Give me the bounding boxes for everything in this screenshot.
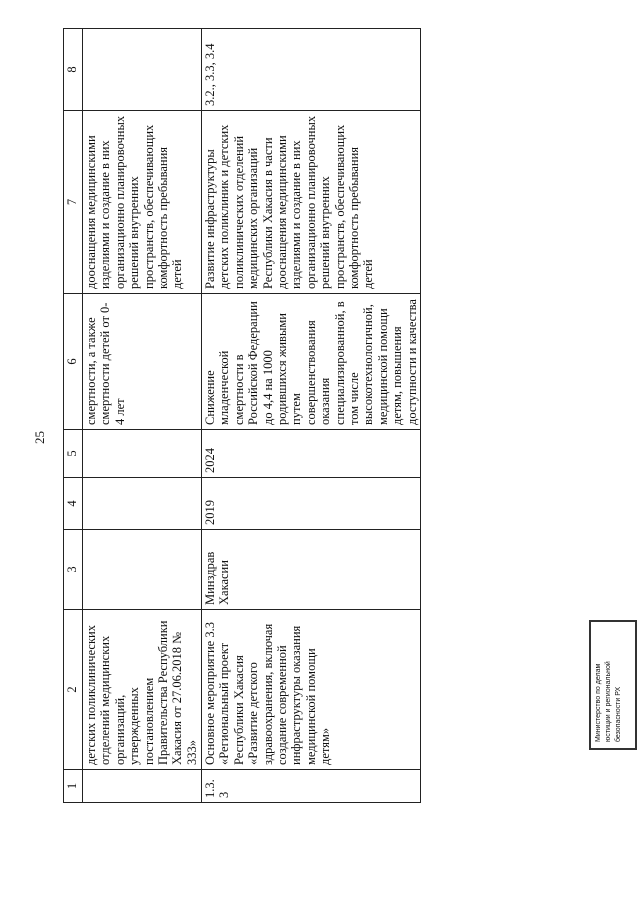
- cell-directions: Развитие инфраструктуры детских поликлиник и детских поликлинических отделений медицинских организаций Республики Хакасия в части дооснащения медицинскими изделиями и создание в них организационно планировочных решений внутренних пространств, обеспечивающих комфортность пребывания детей: [202, 111, 421, 294]
- col-header-6: 6: [64, 294, 83, 430]
- cell-number: 1.3.3: [202, 770, 421, 803]
- cell-directions: дооснащения медицинскими изделиями и создание в них организационно планировочных решений внутренних пространств, обеспечивающих комфортность пребывания детей: [83, 111, 202, 294]
- col-header-5: 5: [64, 430, 83, 478]
- measures-table: [63, 28, 421, 803]
- rotated-table-wrapper: [63, 29, 578, 803]
- header-row: [64, 29, 83, 803]
- table-row: [202, 29, 421, 803]
- table-row: [83, 29, 202, 803]
- cell-start-year: [83, 478, 202, 530]
- col-header-3: 3: [64, 530, 83, 610]
- stamp-line: юстиции и региональной: [605, 661, 612, 742]
- col-header-2: 2: [64, 610, 83, 770]
- cell-start-year: 2019: [202, 478, 421, 530]
- col-header-8: 8: [64, 29, 83, 111]
- stamp-line: Министерство по делам: [595, 663, 602, 742]
- cell-expected-result: смертности, а также смертности детей от 0-4 лет: [83, 294, 202, 430]
- cell-executor: [83, 530, 202, 610]
- cell-indicators: 3.2., 3.3, 3.4: [202, 29, 421, 111]
- cell-end-year: 2024: [202, 430, 421, 478]
- col-header-4: 4: [64, 478, 83, 530]
- cell-measure-name: Основное мероприятие 3.3 «Региональный проект Республики Хакасия «Развитие детского здравоохранения, включая создание современной инфраструктуры оказания медицинской помощи детям»: [202, 610, 421, 770]
- col-header-7: 7: [64, 111, 83, 294]
- page-number: 25: [32, 431, 47, 444]
- col-header-1: 1: [64, 770, 83, 803]
- cell-end-year: [83, 430, 202, 478]
- cell-executor: Минздрав Хакасии: [202, 530, 421, 610]
- cell-expected-result: Снижение младенческой смертности в Российской Федерации до 4,4 на 1000 родившихся живыми путем совершенствования оказания специализированной, в том числе высокотехнологичной, медицинской помощи детям, повышения доступности и качества: [202, 294, 421, 430]
- registration-stamp: [589, 620, 637, 750]
- cell-measure-name: детских поликлинических отделений медицинских организаций, утвержденных постановлением Правительства Республики Хакасия от 27.06.2018 № 333»: [83, 610, 202, 770]
- cell-indicators: [83, 29, 202, 111]
- cell-number: [83, 770, 202, 803]
- stamp-line: безопасности РХ: [615, 686, 622, 742]
